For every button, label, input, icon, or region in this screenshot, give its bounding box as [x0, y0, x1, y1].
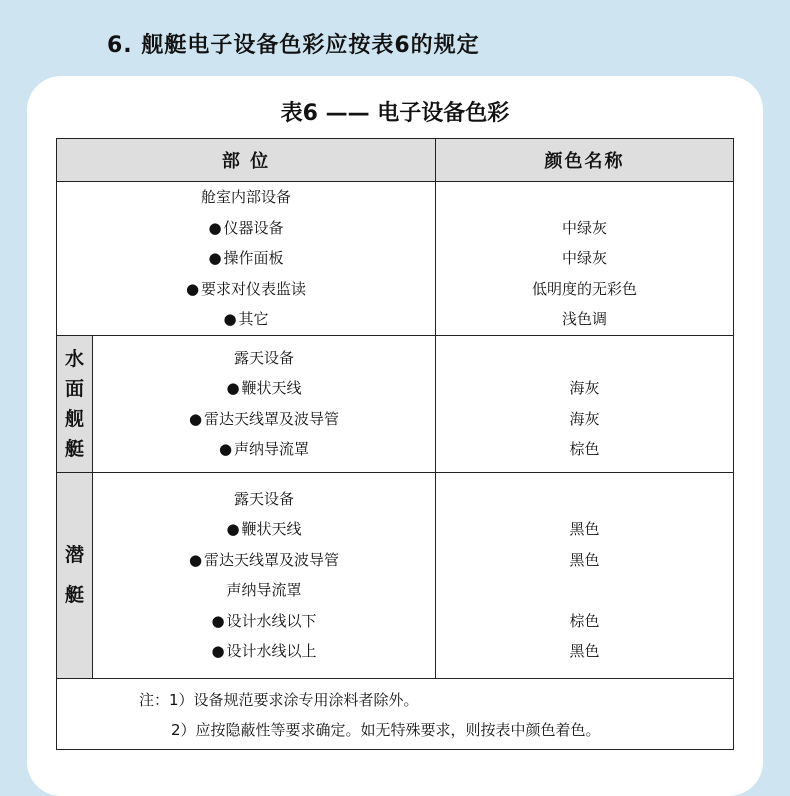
side-char: 面: [64, 377, 84, 400]
list-item: ● 鞭状天线: [93, 514, 435, 545]
color-value: [436, 575, 733, 606]
color-value: 黑色: [569, 550, 600, 569]
table-row-notes: [57, 678, 734, 749]
color-value: 海灰: [569, 379, 600, 397]
note-1: 注：1）设备规范要求涂专用涂料者除外。: [139, 690, 419, 709]
list-item: ● 操作面板: [57, 243, 435, 274]
table-row-surface: [57, 335, 734, 472]
list-item: ● 其它: [57, 304, 435, 335]
table-row-submarine: [57, 472, 734, 678]
submarine-label: [57, 472, 93, 678]
header-color: 颜色名称: [436, 139, 734, 182]
list-item: ● 要求对仪表监读: [57, 274, 435, 305]
color-value: 黑色: [569, 520, 600, 538]
list-item: 舱室内部设备: [200, 188, 291, 206]
table-card: [27, 76, 763, 796]
notes-cell: [57, 678, 734, 749]
table-header-row: [57, 139, 734, 182]
color-value: 中绿灰: [561, 218, 607, 237]
list-item: ● 设计水线以下: [93, 606, 435, 637]
color-value: 浅色调: [561, 310, 607, 328]
note-2: 2）应按隐蔽性等要求确定。如无特殊要求，则按表中颜色着色。: [171, 720, 601, 739]
list-item: ● 设计水线以上: [93, 636, 435, 667]
side-char: 水: [64, 347, 84, 370]
color-value: 棕色: [569, 611, 600, 630]
submarine-color-cell: [436, 472, 734, 678]
list-item: ● 鞭状天线: [93, 373, 435, 404]
table-row-cabin: [57, 182, 734, 336]
list-item: ● 仪器设备: [57, 213, 435, 244]
list-item: ● 雷达天线罩及波导管: [93, 545, 435, 576]
page-heading: 6. 舰艇电子设备色彩应按表6的规定: [107, 33, 480, 58]
side-char: 潜: [64, 544, 84, 566]
header-location: 部 位: [57, 139, 436, 182]
list-item: 声纳导流罩: [226, 581, 302, 599]
color-value: [436, 343, 733, 374]
cabin-location-cell: [57, 182, 436, 336]
list-item: 露天设备: [233, 348, 294, 367]
color-value: 海灰: [569, 409, 600, 428]
color-value: 黑色: [569, 642, 600, 660]
color-value: [436, 484, 733, 515]
list-item: 露天设备: [233, 489, 294, 508]
side-char: 舰: [64, 407, 84, 430]
color-value: [436, 182, 733, 213]
color-spec-table: [56, 138, 734, 750]
list-item: ● 雷达天线罩及波导管: [93, 404, 435, 435]
table-title: 表6 —— 电子设备色彩: [280, 101, 510, 126]
submarine-location-cell: [93, 472, 436, 678]
list-item: ● 声纳导流罩: [93, 434, 435, 465]
surface-location-cell: [93, 335, 436, 472]
color-value: 中绿灰: [561, 249, 607, 267]
color-value: 棕色: [569, 440, 600, 458]
side-char: 艇: [64, 584, 84, 606]
side-char: 艇: [64, 437, 84, 460]
color-value: 低明度的无彩色: [531, 279, 637, 298]
surface-ship-label: [57, 335, 93, 472]
surface-color-cell: [436, 335, 734, 472]
cabin-color-cell: [436, 182, 734, 336]
